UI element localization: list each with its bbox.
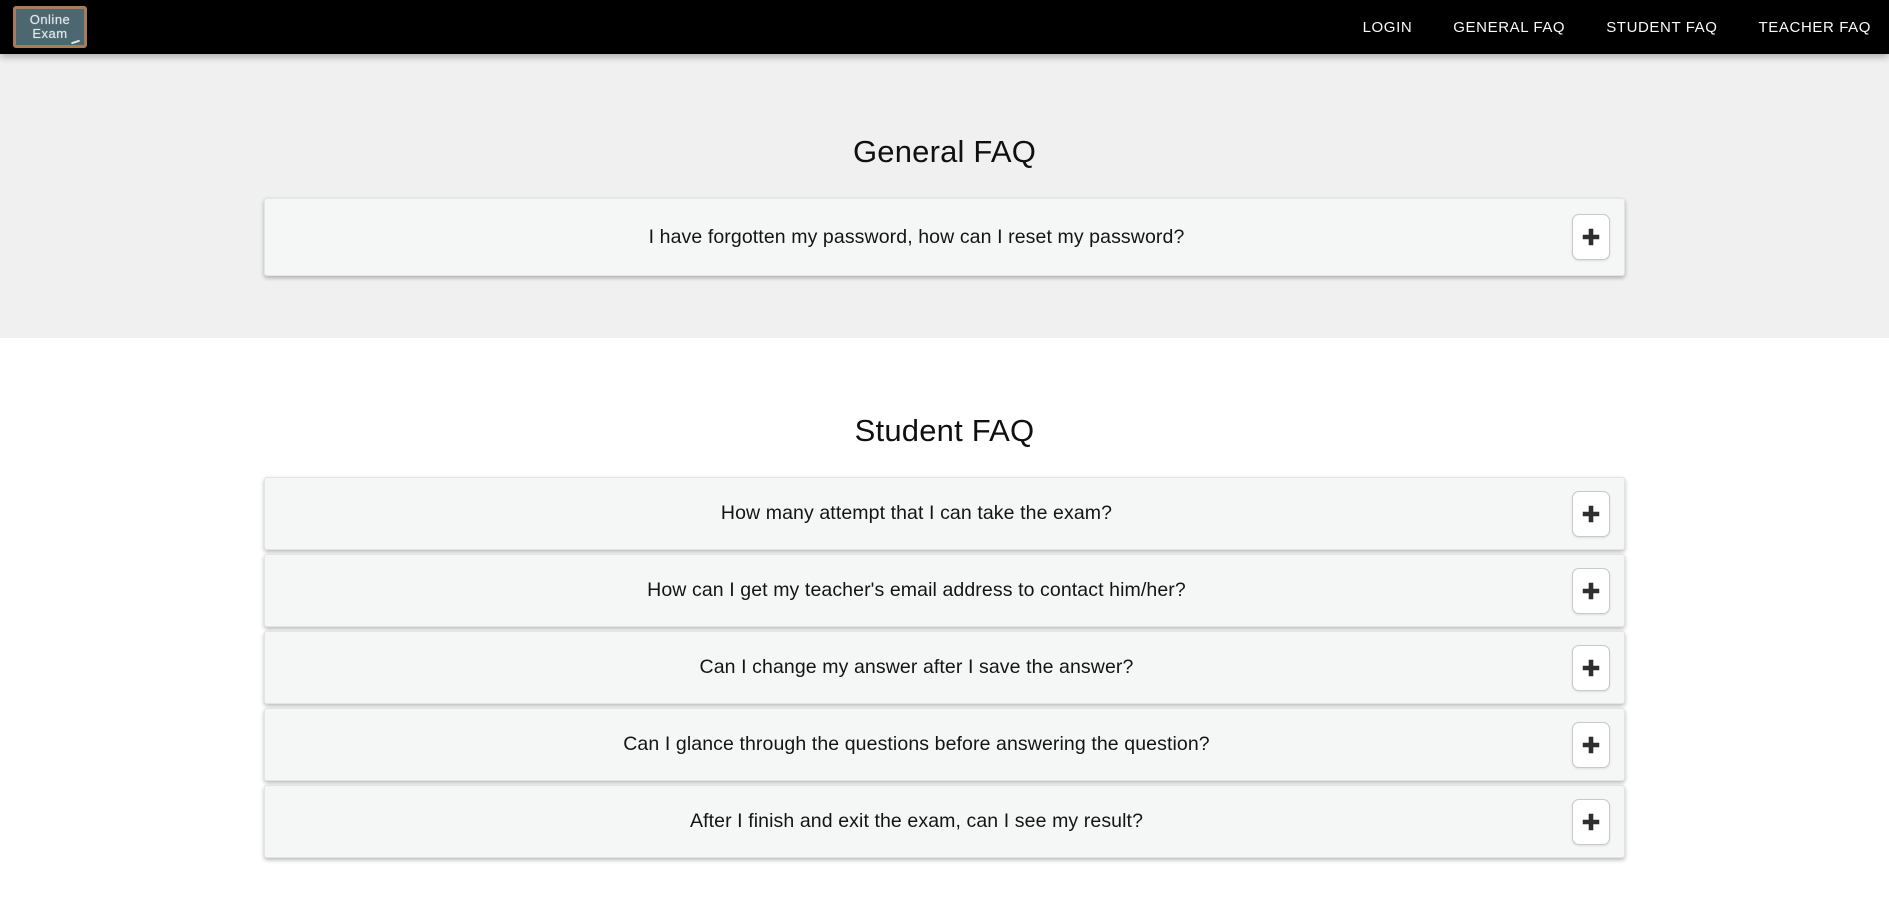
faq-question-text: Can I glance through the questions before answering the question? xyxy=(623,733,1210,755)
expand-button[interactable] xyxy=(1572,799,1610,845)
plus-icon xyxy=(1580,226,1602,248)
faq-item-student-3[interactable] xyxy=(264,631,1625,704)
nav-link-teacher-faq[interactable]: TEACHER FAQ xyxy=(1758,18,1871,36)
faq-item-student-5[interactable] xyxy=(264,785,1625,858)
faq-question-text: How can I get my teacher's email address to contact him/her? xyxy=(647,579,1186,601)
expand-button[interactable] xyxy=(1572,214,1610,260)
faq-question-text: Can I change my answer after I save the answer? xyxy=(699,656,1134,678)
navbar xyxy=(0,0,1889,54)
nav-link-student-faq[interactable]: STUDENT FAQ xyxy=(1606,18,1718,36)
expand-button[interactable] xyxy=(1572,645,1610,691)
expand-button[interactable] xyxy=(1572,722,1610,768)
general-faq-section xyxy=(0,54,1889,338)
faq-item-student-2[interactable] xyxy=(264,554,1625,627)
faq-item-student-1[interactable] xyxy=(264,477,1625,550)
expand-button[interactable] xyxy=(1572,568,1610,614)
student-faq-section xyxy=(0,338,1889,917)
plus-icon xyxy=(1580,580,1602,602)
logo-line-2: Exam xyxy=(32,26,68,41)
plus-icon xyxy=(1580,734,1602,756)
nav-link-login[interactable]: LOGIN xyxy=(1362,18,1413,36)
faq-question-text: I have forgotten my password, how can I reset my password? xyxy=(648,225,1185,248)
faq-item-general-1[interactable] xyxy=(264,198,1625,276)
faq-item-student-4[interactable] xyxy=(264,708,1625,781)
plus-icon xyxy=(1580,503,1602,525)
chalk-icon xyxy=(71,40,80,45)
student-faq-title: Student FAQ xyxy=(854,413,1035,448)
plus-icon xyxy=(1580,657,1602,679)
nav-links xyxy=(1363,19,1871,36)
general-faq-title: General FAQ xyxy=(852,134,1037,169)
student-faq-list xyxy=(264,477,1625,858)
nav-link-general-faq[interactable]: GENERAL FAQ xyxy=(1453,18,1566,36)
expand-button[interactable] xyxy=(1572,491,1610,537)
logo-line-1: Online xyxy=(29,12,71,28)
faq-question-text: After I finish and exit the exam, can I see my result? xyxy=(689,810,1144,832)
general-faq-list xyxy=(264,198,1625,276)
faq-question-text: How many attempt that I can take the exam? xyxy=(720,502,1113,524)
plus-icon xyxy=(1580,811,1602,833)
online-exam-logo[interactable] xyxy=(13,6,87,48)
